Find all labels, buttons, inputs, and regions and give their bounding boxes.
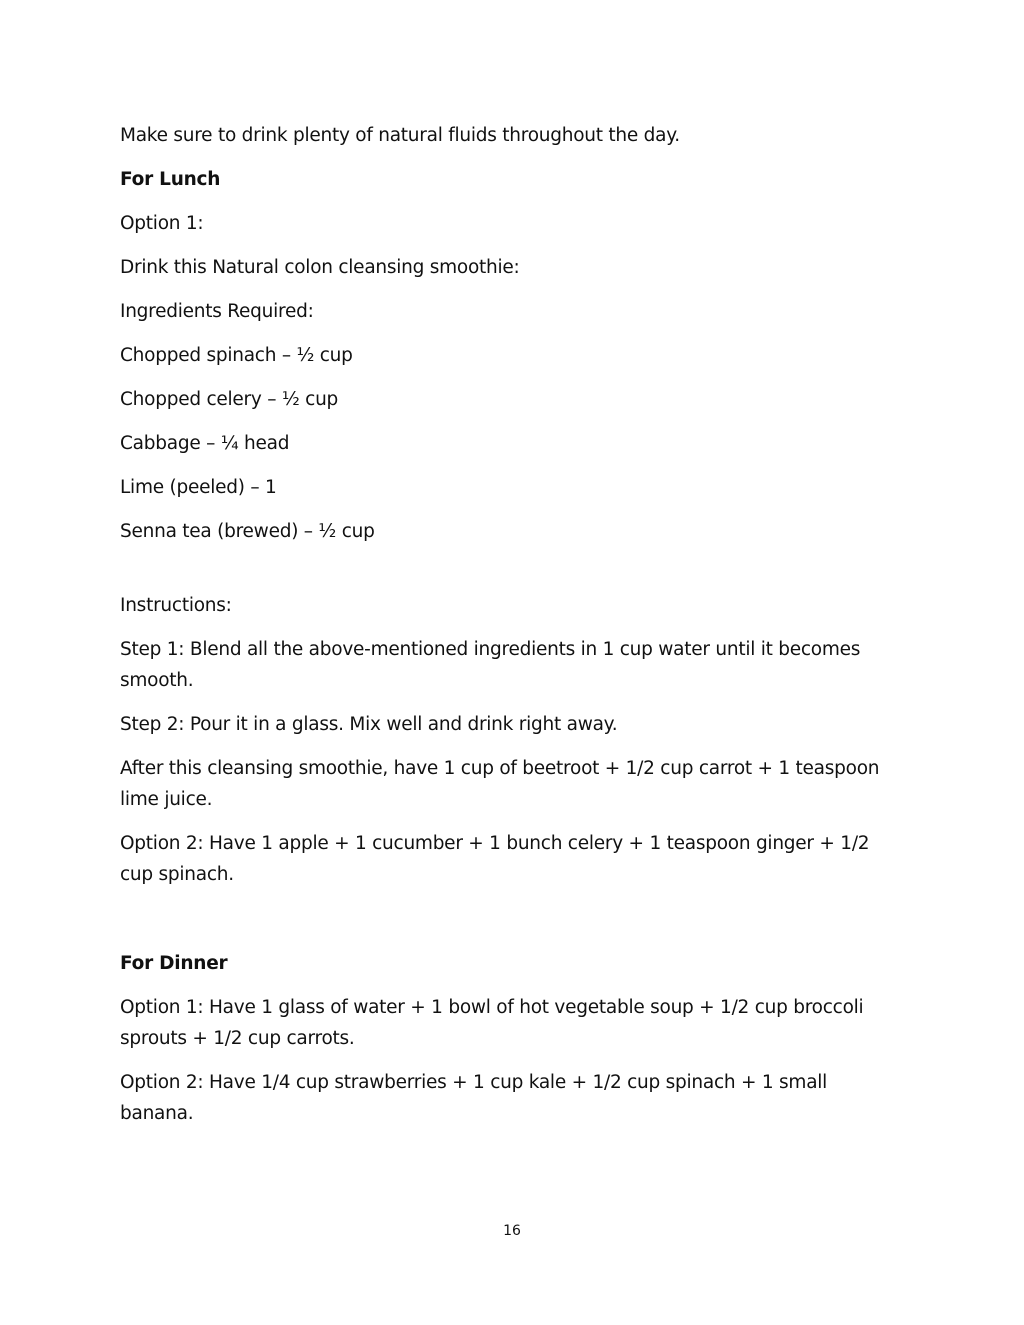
dinner-option1: Option 1: Have 1 glass of water + 1 bowl of hot vegetable soup + 1/2 cup broccoli sprouts + 1/2 cup carrots. bbox=[120, 997, 864, 1049]
smoothie-intro: Drink this Natural colon cleansing smoothie: bbox=[120, 257, 520, 278]
lunch-option1-label: Option 1: bbox=[120, 213, 204, 234]
fluids-note: Make sure to drink plenty of natural fluids throughout the day. bbox=[120, 125, 680, 146]
ingredient-cabbage: Cabbage – ¼ head bbox=[120, 433, 290, 454]
dinner-heading: For Dinner bbox=[120, 953, 228, 974]
page-body bbox=[120, 120, 900, 1142]
dinner-option2: Option 2: Have 1/4 cup strawberries + 1 cup kale + 1/2 cup spinach + 1 small banana. bbox=[120, 1072, 828, 1124]
lunch-heading: For Lunch bbox=[120, 169, 221, 190]
after-smoothie-note: After this cleansing smoothie, have 1 cup of beetroot + 1/2 cup carrot + 1 teaspoon lime juice. bbox=[120, 758, 880, 810]
step-2: Step 2: Pour it in a glass. Mix well and drink right away. bbox=[120, 714, 618, 735]
ingredient-senna: Senna tea (brewed) – ½ cup bbox=[120, 521, 375, 542]
ingredient-spinach: Chopped spinach – ½ cup bbox=[120, 345, 353, 366]
ingredients-heading: Ingredients Required: bbox=[120, 301, 314, 322]
instructions-heading: Instructions: bbox=[120, 595, 232, 616]
ingredient-lime: Lime (peeled) – 1 bbox=[120, 477, 277, 498]
lunch-option2: Option 2: Have 1 apple + 1 cucumber + 1 bunch celery + 1 teaspoon ginger + 1/2 cup spinach. bbox=[120, 833, 870, 885]
step-1: Step 1: Blend all the above-mentioned ingredients in 1 cup water until it becomes smooth. bbox=[120, 639, 861, 691]
page-number: 16 bbox=[503, 1223, 521, 1239]
ingredient-celery: Chopped celery – ½ cup bbox=[120, 389, 339, 410]
